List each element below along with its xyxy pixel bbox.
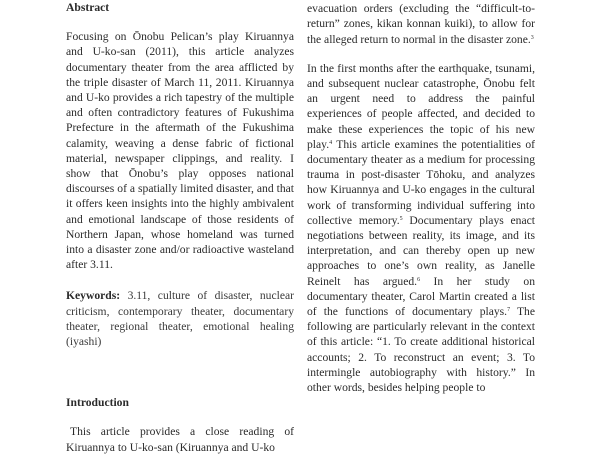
footnote-ref-7: 7 [507,307,511,314]
keywords-text: 3.11, culture of disaster, nuclear criticism, contemporary theater, documentary theater, regional theater, emotional healing (iyashi) [66,289,294,349]
paragraph-2-part-d: In her study on documentary theater, Carol Martin created a list of the functions of documentary plays. [307,274,536,319]
paragraph-2-part-c: Documentary plays enact negotiations between reality, its image, and its interpretation, and can thereby open up new approaches to one’s own reality, as Janelle Reinelt has argued. [307,213,535,288]
keywords-label: Keywords: [66,289,121,303]
abstract-text: Focusing on Ōnobu Pelican’s play Kiruannya and U-ko-san (2011), this article analyzes documentary theater from the area afflicted by the triple disaster of March 11, 2011. Kiruannya and U-ko provides a rich tapestry of the multiple and often contradictory features of Fukushima Prefecture in the aftermath of the Fukushima calamity, weaving a dense fabric of fictional material, newspaper clippings, and reality. I show that Ōnobu’s play opposes national discourses of a spatially limited disaster, and that it offers keen insights into the highly ambivalent and emotional landscape of those residents of Northern Japan, whose homeland was turned into a disaster zone and/or radioactive wasteland after 3.11. [66,30,294,272]
introduction-heading: Introduction [66,396,129,410]
introduction-text: This article provides a close reading of Kiruannya to U-ko-san (Kiruannya and U-ko [66,425,294,454]
paragraph-2 [307,61,535,395]
footnote-ref-6: 6 [417,276,421,283]
paragraph-2-part-b: This article examines the potentialities of documentary theater as a medium for processing trauma in post-disaster Tōhoku, and analyzes how Kiruannya and U-ko engages in the cultural work of transforming individual suffering into collective memory. [307,137,535,227]
keywords [66,288,294,349]
paragraph-2-part-e: The following are particularly relevant in the context of this article: “1. To create additional historical accounts; 2. To reconstruct an event; 3. To intermingle autobiography with history.” In other words, besides helping people to [307,305,536,395]
paragraph-1-text: evacuation orders (excluding the “difficult-to-return” zones, kikan konnan kuiki), to allow for the alleged return to normal in the disaster zone. [307,2,535,46]
paragraph-1 [307,0,535,47]
paragraph-2-part-a: In the first months after the earthquake, tsunami, and subsequent nuclear catastrophe, Ōnobu felt an urgent need to address the painful experiences of people affected, and decided to make these experiences the topic of his new play. [307,61,535,151]
footnote-ref-3: 3 [530,34,534,41]
footnote-ref-4: 4 [329,139,333,146]
abstract-heading: Abstract [66,1,110,14]
left-column [66,0,294,455]
right-column [307,0,535,395]
footnote-ref-5: 5 [399,215,403,222]
